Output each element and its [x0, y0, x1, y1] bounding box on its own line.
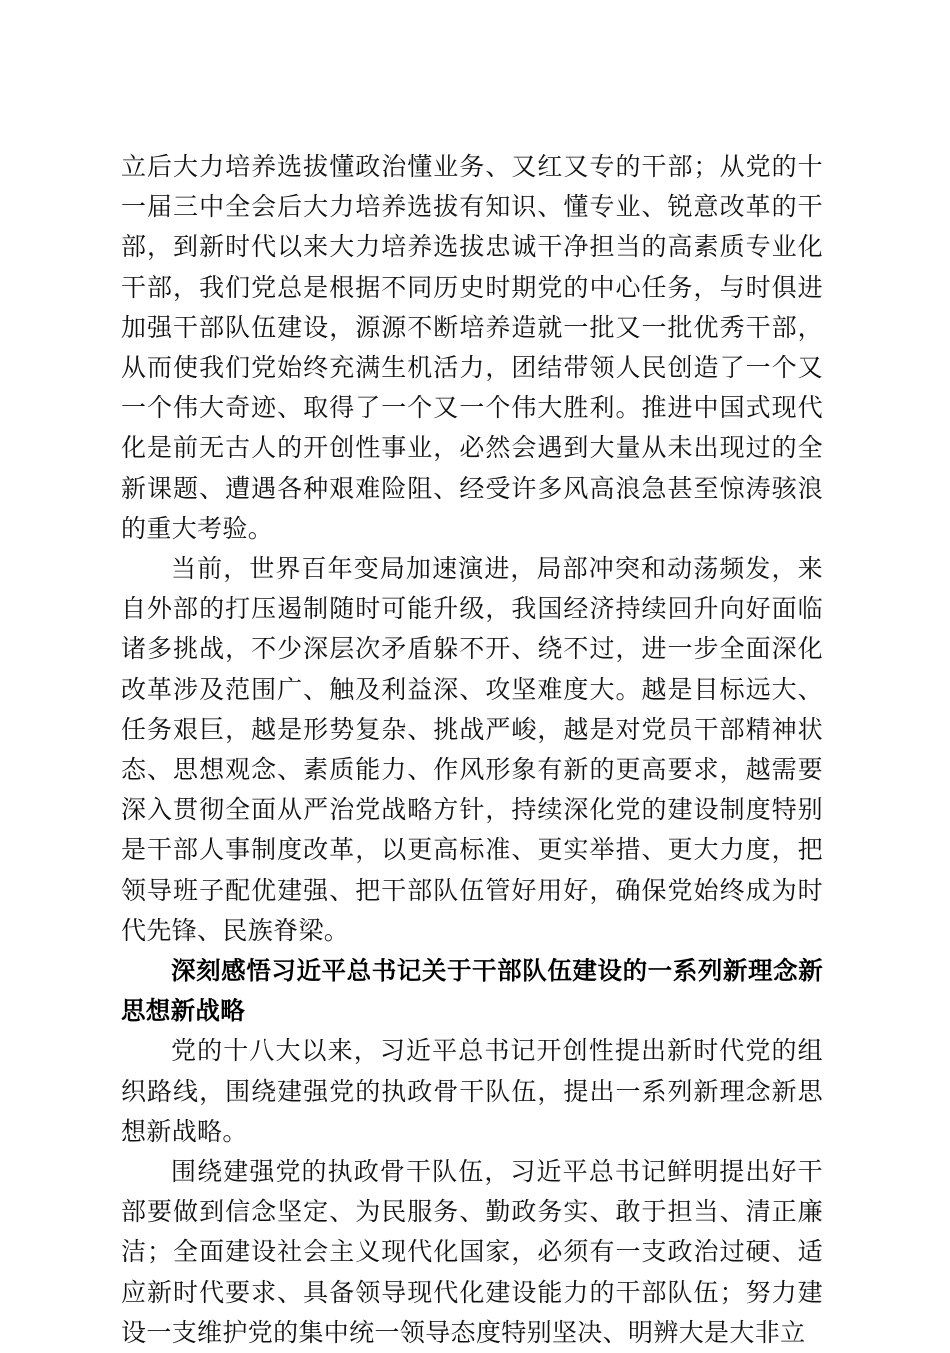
- paragraph-current-situation: 当前，世界百年变局加速演进，局部冲突和动荡频发，来自外部的打压遏制随时可能升级，我国经济持续回升向好面临诸多挑战，不少深层次矛盾躲不开、绕不过，进一步全面深化改革涉及范围广、触及利益深、攻坚难度大。越是目标远大、任务艰巨，越是形势复杂、挑战严峻，越是对党员干部精神状态、思想观念、素质能力、作风形象有新的更高要求，越需要深入贯彻全面从严治党战略方针，持续深化党的建设制度特别是干部人事制度改革，以更高标准、更实举措、更大力度，把领导班子配优建强、把干部队伍管好用好，确保党始终成为时代先锋、民族脊梁。: [121, 554, 823, 945]
- document-body: [121, 147, 823, 1353]
- section-heading: 深刻感悟习近平总书记关于干部队伍建设的一系列新理念新思想新战略: [121, 956, 823, 1026]
- paragraph-since-18th-congress: 党的十八大以来，习近平总书记开创性提出新时代党的组织路线，围绕建强党的执政骨干队伍，提出一系列新理念新思想新战略。: [121, 1036, 823, 1146]
- paragraph-good-cadres: 围绕建强党的执政骨干队伍，习近平总书记鲜明提出好干部要做到信念坚定、为民服务、勤政务实、敢于担当、清正廉洁；全面建设社会主义现代化国家，必须有一支政治过硬、适应新时代要求、具备领导现代化建设能力的干部队伍；努力建设一支维护党的集中统一领导态度特别坚决、明辨大是大非立: [121, 1157, 823, 1347]
- paragraph-continued: 立后大力培养选拔懂政治懂业务、又红又专的干部；从党的十一届三中全会后大力培养选拔有知识、懂专业、锐意改革的干部，到新时代以来大力培养选拔忠诚干净担当的高素质专业化干部，我们党总是根据不同历史时期党的中心任务，与时俱进加强干部队伍建设，源源不断培养造就一批又一批优秀干部，从而使我们党始终充满生机活力，团结带领人民创造了一个又一个伟大奇迹、取得了一个又一个伟大胜利。推进中国式现代化是前无古人的开创性事业，必然会遇到大量从未出现过的全新课题、遭遇各种艰难险阻、经受许多风高浪急甚至惊涛骇浪的重大考验。: [121, 152, 823, 543]
